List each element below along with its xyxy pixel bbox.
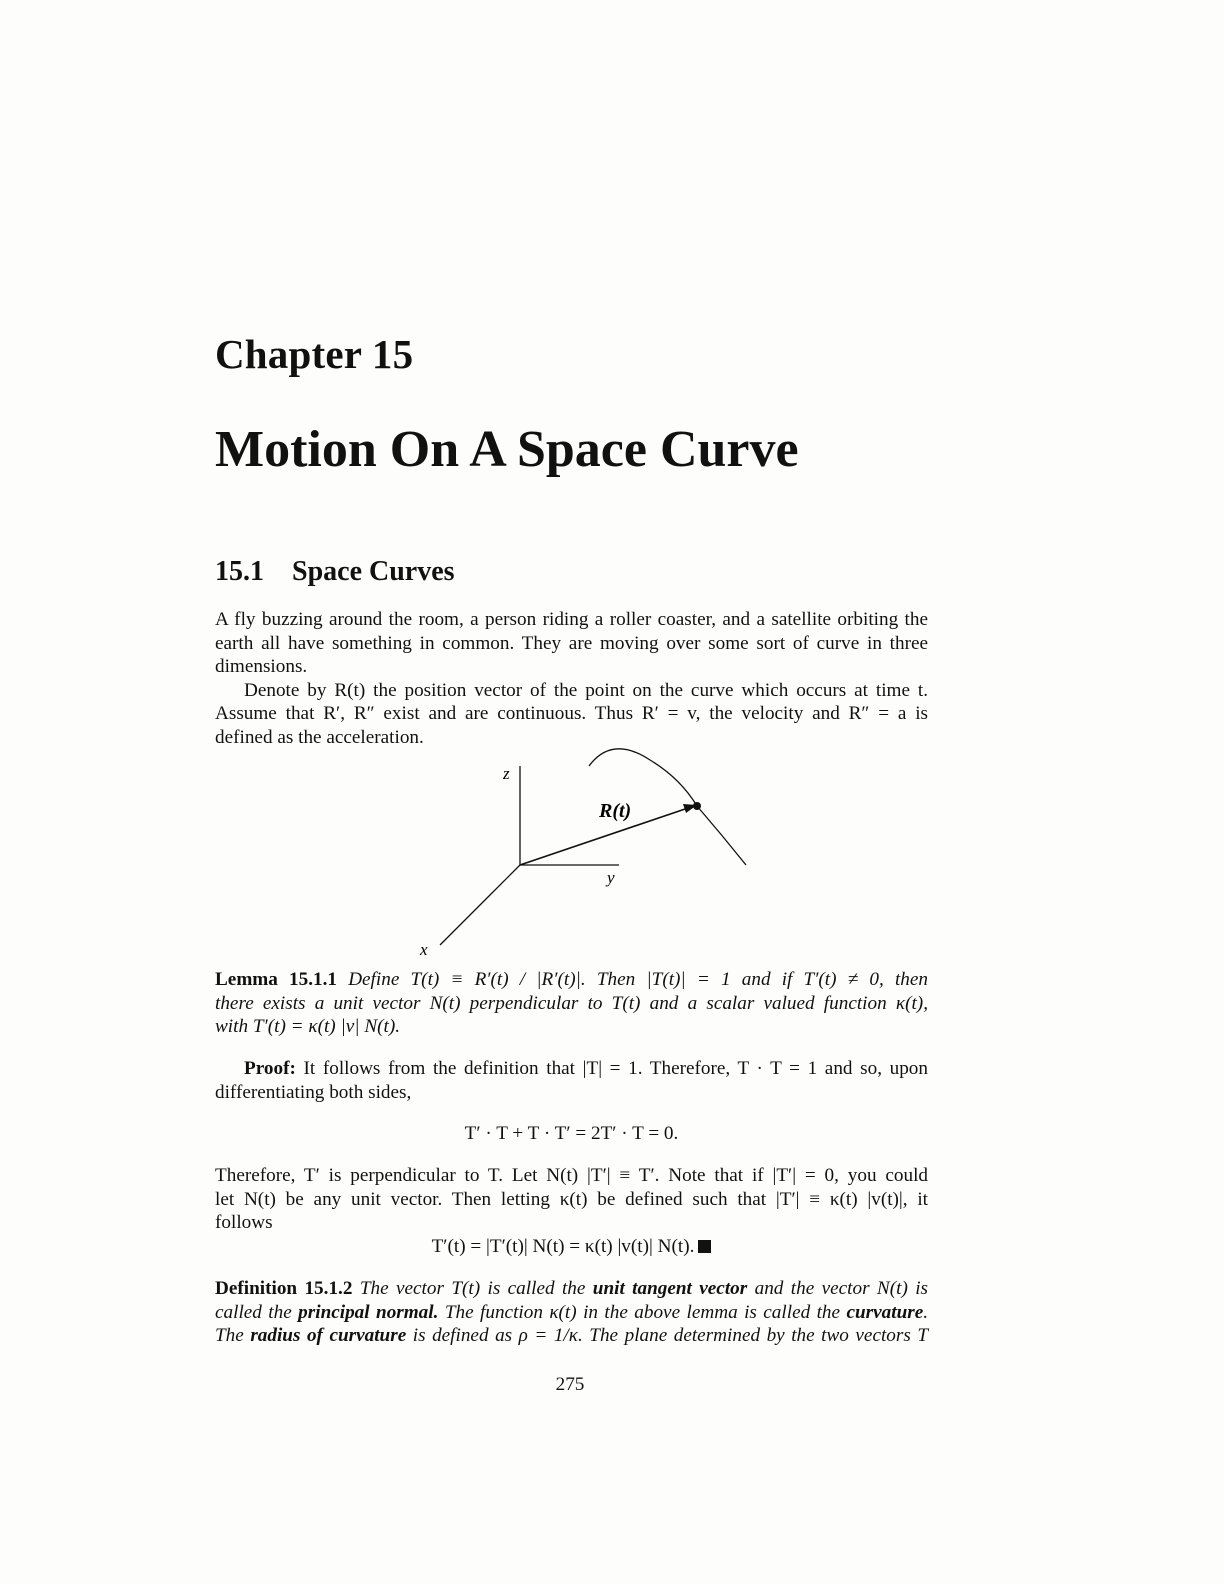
vector-label: R(t) bbox=[599, 800, 632, 822]
intro-line: dimensions. bbox=[215, 656, 308, 678]
chapter-title: Motion On A Space Curve bbox=[215, 421, 799, 478]
definition-line: Definition 15.1.2 The vector T(t) is called the unit tangent vector and the vector N(t) is bbox=[215, 1278, 929, 1299]
proof-line bbox=[215, 1057, 928, 1081]
intro-line: Assume that R′, R″ exist and are continuous. Thus R′ = v, the velocity and R″ = a is bbox=[215, 703, 928, 725]
section-title: Space Curves bbox=[292, 556, 455, 587]
intro-line: defined as the acceleration. bbox=[215, 726, 424, 748]
definition-label: Definition 15.1.2 bbox=[215, 1278, 353, 1299]
axis-label-z: z bbox=[503, 764, 510, 783]
definition bbox=[215, 1277, 928, 1348]
qed-square-icon bbox=[698, 1240, 711, 1253]
definition-line: called the principal normal. The function κ(t) in the above lemma is called the curvature. bbox=[215, 1301, 929, 1323]
axis-label-y: y bbox=[607, 868, 615, 887]
chapter-label: Chapter 15 bbox=[215, 331, 414, 377]
proof-line: Therefore, T′ is perpendicular to T. Let N(t) |T′| ≡ T′. Note that if |T′| = 0, you could bbox=[215, 1165, 928, 1186]
proof-label: Proof: bbox=[244, 1058, 296, 1079]
proof-line: differentiating both sides, bbox=[215, 1081, 412, 1103]
term-principal-normal: principal normal. bbox=[298, 1301, 439, 1323]
curve-point bbox=[693, 802, 701, 810]
proof-text: It follows from the definition that |T| = 1. Therefore, T · T = 1 and so, upon bbox=[303, 1058, 928, 1079]
proof-line: let N(t) be any unit vector. Then letting κ(t) be defined such that |T′| ≡ κ(t) |v(t)|, it bbox=[215, 1188, 928, 1210]
lemma-line: there exists a unit vector N(t) perpendicular to T(t) and a scalar valued function κ(t), bbox=[215, 992, 928, 1014]
equation-2 bbox=[215, 1235, 928, 1259]
intro-line: Denote by R(t) the position vector of the point on the curve which occurs at time t. bbox=[244, 679, 928, 701]
axis-label-x: x bbox=[420, 940, 428, 959]
lemma bbox=[215, 968, 928, 1039]
lemma-line: with T′(t) = κ(t) |v| N(t). bbox=[215, 1016, 401, 1038]
section-number: 15.1 bbox=[215, 556, 264, 587]
intro-line: A fly buzzing around the room, a person riding a roller coaster, and a satellite orbiting the bbox=[215, 609, 928, 630]
term-unit-tangent-vector: unit tangent vector bbox=[592, 1278, 748, 1299]
x-axis bbox=[440, 865, 520, 945]
definition-line: The radius of curvature is defined as ρ = 1/κ. The plane determined by the two vectors T bbox=[215, 1325, 929, 1347]
page-number: 275 bbox=[555, 1374, 585, 1395]
intro-line: earth all have something in common. They are moving over some sort of curve in three bbox=[215, 632, 928, 654]
lemma-line bbox=[215, 968, 928, 992]
equation-2-text: T′(t) = |T′(t)| N(t) = κ(t) |v(t)| N(t). bbox=[431, 1236, 695, 1257]
proof-continued bbox=[215, 1164, 928, 1235]
equation-1: T′ · T + T · T′ = 2T′ · T = 0. bbox=[464, 1123, 679, 1144]
lemma-label: Lemma 15.1.1 bbox=[215, 969, 338, 990]
proof bbox=[215, 1057, 928, 1104]
proof-line: follows bbox=[215, 1212, 273, 1234]
term-curvature: curvature bbox=[846, 1301, 924, 1323]
lemma-text: Define T(t) ≡ R′(t) / |R′(t)|. Then |T(t)| = 1 and if T′(t) ≠ 0, then bbox=[348, 969, 928, 990]
term-radius-of-curvature: radius of curvature bbox=[250, 1325, 407, 1347]
